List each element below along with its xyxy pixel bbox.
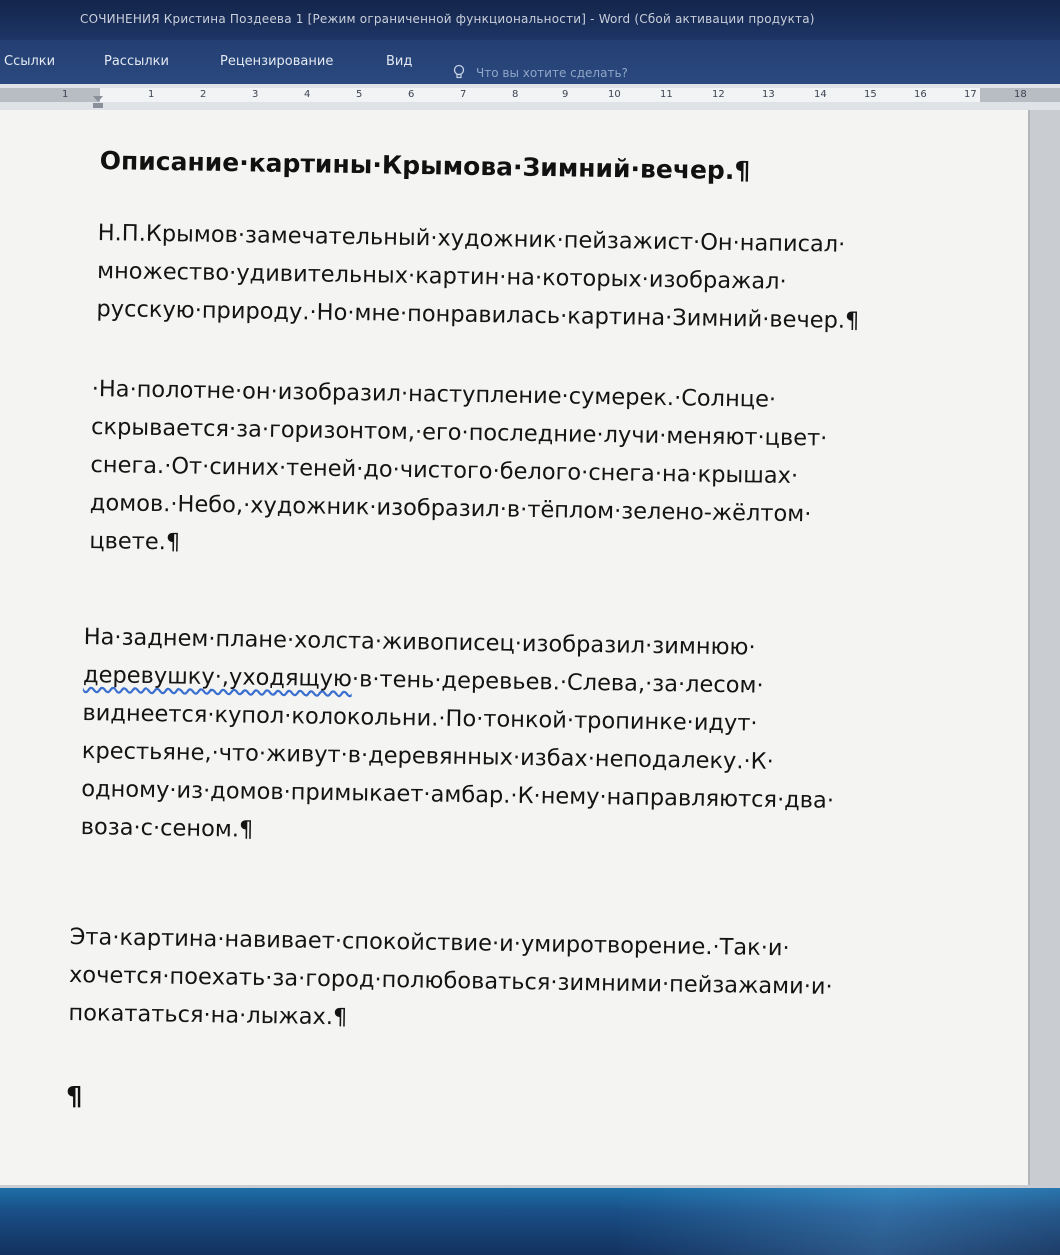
spelling-error[interactable]: деревушку·,уходящую: [82, 661, 353, 693]
ruler-number: 3: [252, 89, 259, 100]
document-title: Описание·картины·Крымова·Зимний·вечер.¶: [99, 146, 751, 186]
text-line: скрывается·за·горизонтом,·его·последние·лучи·меняют·цвет·: [90, 413, 828, 452]
text-line: Эта·картина·навивает·спокойствие·и·умиротворение.·Так·и·: [69, 923, 790, 962]
ribbon-tabs: [0, 40, 1060, 88]
paragraph-intro: [96, 214, 998, 342]
text-line: домов.·Небо,·художник·изобразил·в·тёплом·зелено-жёлтом·: [89, 489, 812, 528]
windows-taskbar: [0, 1188, 1060, 1255]
taskbar-glow: [620, 1188, 1060, 1255]
text-line: хочется·поехать·за·город·полюбоваться·зимними·пейзажами·и·: [68, 961, 833, 1000]
ruler-number: 2: [200, 89, 207, 100]
text-line: множество·удивительных·картин·на·которых·изображал·: [96, 257, 787, 295]
tab-view[interactable]: Вид: [386, 54, 413, 69]
paragraph-description: [89, 370, 992, 574]
window-title: СОЧИНЕНИЯ Кристина Поздеева 1 [Режим ограниченной функциональности] - Word (Сбой активации продукта): [80, 12, 815, 26]
text-line: ·На·полотне·он·изобразил·наступление·сумерек.·Солнце·: [91, 375, 777, 413]
paragraph-conclusion: [68, 918, 970, 1046]
text-line: Н.П.Крымов·замечательный·художник·пейзажист·Он·написал·: [97, 219, 846, 258]
horizontal-ruler[interactable]: [0, 84, 1060, 111]
ruler-number: 7: [460, 89, 467, 100]
text-line: крестьяне,·что·живут·в·деревянных·избах·неподалеку.·К·: [81, 737, 774, 775]
ruler-number: 12: [712, 89, 725, 100]
ruler-number: 1: [62, 89, 69, 100]
ruler-number: 9: [562, 89, 569, 100]
lightbulb-icon[interactable]: [452, 64, 466, 80]
ruler-number: 13: [762, 89, 775, 100]
title-bar: [0, 0, 1060, 40]
text-line: цвете.¶: [89, 527, 181, 556]
tab-review[interactable]: Рецензирование: [220, 54, 334, 69]
document-page[interactable]: [0, 110, 1030, 1185]
ruler-number: 5: [356, 89, 363, 100]
ruler-text-area: [100, 88, 980, 102]
empty-paragraph-mark: ¶: [66, 1082, 83, 1112]
text-line: русскую·природу.·Но·мне·понравилась·картина·Зимний·вечер.¶: [96, 295, 860, 334]
text-line: снега.·От·синих·теней·до·чистого·белого·снега·на·крышах·: [90, 451, 799, 490]
document-area: [0, 110, 1060, 1190]
indent-marker-icon[interactable]: [93, 96, 103, 108]
ruler-number: 17: [964, 89, 977, 100]
ruler-number: 6: [408, 89, 415, 100]
ruler-number: 4: [304, 89, 311, 100]
text-line: воза·с·сеном.¶: [80, 813, 254, 843]
text-fragment: ·в·тень·деревьев.·Слева,·за·лесом·: [351, 666, 764, 699]
text-line: На·заднем·плане·холста·живописец·изобразил·зимнюю·: [83, 623, 756, 661]
ruler-number: 16: [914, 89, 927, 100]
ruler-number: 15: [864, 89, 877, 100]
paragraph-background: [80, 618, 983, 860]
text-line: виднеется·купол·колокольни.·По·тонкой·тропинке·идут·: [82, 699, 758, 737]
ruler-number: 1: [148, 89, 155, 100]
tell-me-search[interactable]: Что вы хотите сделать?: [476, 66, 628, 80]
text-line: одному·из·домов·примыкает·амбар.·К·нему·направляются·два·: [81, 775, 835, 814]
ruler-left-margin: [0, 88, 100, 102]
tab-references[interactable]: Ссылки: [4, 54, 56, 69]
ruler-number: 8: [512, 89, 519, 100]
tab-mailings[interactable]: Рассылки: [104, 54, 169, 69]
ruler-number: 14: [814, 89, 827, 100]
ruler-number: 18: [1014, 89, 1027, 100]
ruler-number: 11: [660, 89, 673, 100]
ruler-number: 10: [608, 89, 621, 100]
text-line: покататься·на·лыжах.¶: [68, 999, 348, 1031]
